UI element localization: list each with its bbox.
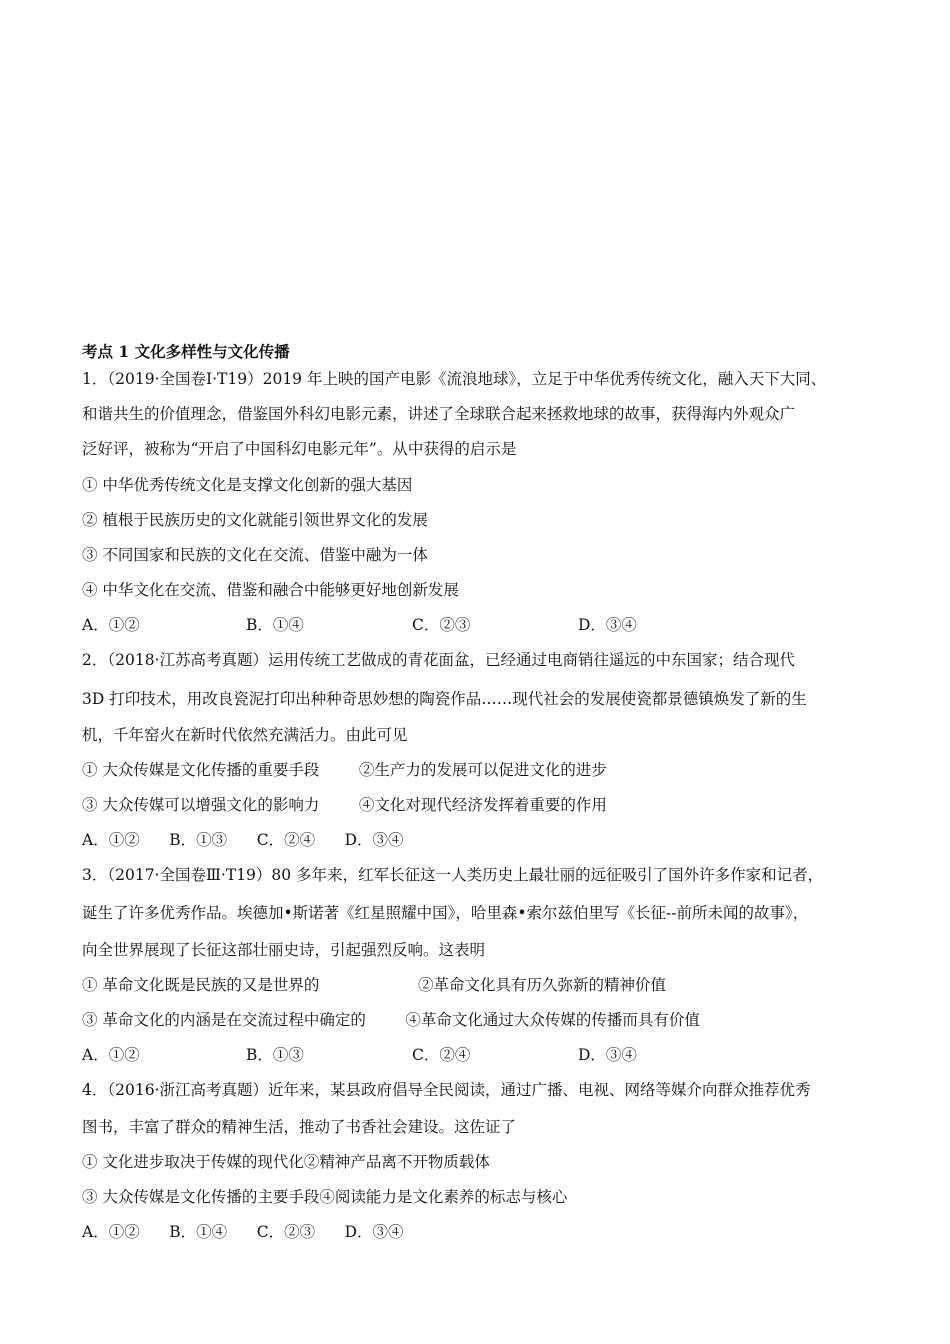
q3-stem-line-1: 3．（2017·全国卷Ⅲ·T19）80 多年来，红军长征这一人类历史上最壮丽的远征吸引了国外许多作家和记者， [82, 866, 824, 884]
q3-option-b: B．①③ [246, 1046, 304, 1064]
q3-option-a: A．①② [82, 1046, 140, 1064]
q1-statement-3: ③ 不同国家和民族的文化在交流、借鉴中融为一体 [82, 546, 428, 564]
q3-statement-2: ③ 革命文化的内涵是在交流过程中确定的 ④革命文化通过大众传媒的传播而具有价值 [82, 1011, 700, 1029]
q4-options: A．①② B．①④ C．②③ D．③④ [82, 1223, 404, 1241]
q2-statement-2: ③ 大众传媒可以增强文化的影响力 ④文化对现代经济发挥着重要的作用 [82, 796, 607, 814]
q1-option-d: D．③④ [578, 616, 637, 634]
q2-stem-line-2: 3D 打印技术，用改良瓷泥打印出种种奇思妙想的陶瓷作品……现代社会的发展使瓷都景德镇焕发了新的生 [82, 690, 807, 708]
q1-statement-2: ② 植根于民族历史的文化就能引领世界文化的发展 [82, 511, 428, 529]
q4-stem-line-2: 图书，丰富了群众的精神生活，推动了书香社会建设。这佐证了 [82, 1118, 517, 1136]
q2-stem-line-3: 机，千年窑火在新时代依然充满活力。由此可见 [82, 726, 408, 744]
q1-stem-line-3: 泛好评，被称为“开启了中国科幻电影元年”。从中获得的启示是 [82, 440, 517, 458]
q2-stem-line-1: 2．（2018·江苏高考真题）运用传统工艺做成的青花面盆，已经通过电商销往遥远的中东国家；结合现代 [82, 651, 795, 669]
q1-statement-1: ① 中华优秀传统文化是支撑文化创新的强大基因 [82, 476, 413, 494]
q1-stem-line-1: 1．（2019·全国卷Ⅰ·T19）2019 年上映的国产电影《流浪地球》，立足于中华优秀传统文化，融入天下大同、 [82, 370, 827, 388]
q1-option-a: A．①② [82, 616, 140, 634]
section-heading: 考点 1 文化多样性与文化传播 [82, 342, 290, 361]
q4-statement-1: ① 文化进步取决于传媒的现代化②精神产品离不开物质载体 [82, 1153, 490, 1171]
q3-statement-1: ① 革命文化既是民族的又是世界的 ②革命文化具有历久弥新的精神价值 [82, 976, 666, 994]
q1-stem-line-2: 和谐共生的价值理念，借鉴国外科幻电影元素，讲述了全球联合起来拯救地球的故事，获得海内外观众广 [82, 405, 796, 423]
q4-statement-2: ③ 大众传媒是文化传播的主要手段④阅读能力是文化素养的标志与核心 [82, 1188, 568, 1206]
q1-option-c: C．②③ [412, 616, 471, 634]
q3-option-c: C．②④ [412, 1046, 471, 1064]
q2-statement-1: ① 大众传媒是文化传播的重要手段 ②生产力的发展可以促进文化的进步 [82, 761, 607, 779]
q3-stem-line-3: 向全世界展现了长征这部壮丽史诗，引起强烈反响。这表明 [82, 941, 486, 959]
q2-options: A．①② B．①③ C．②④ D．③④ [82, 831, 404, 849]
q3-option-d: D．③④ [578, 1046, 637, 1064]
q1-statement-4: ④ 中华文化在交流、借鉴和融合中能够更好地创新发展 [82, 581, 459, 599]
q1-option-b: B．①④ [246, 616, 304, 634]
q3-stem-line-2: 诞生了许多优秀作品。埃德加•斯诺著《红星照耀中国》，哈里森•索尔兹伯里写《长征--前所未闻的故事》， [82, 904, 809, 922]
q4-stem-line-1: 4．（2016·浙江高考真题）近年来，某县政府倡导全民阅读，通过广播、电视、网络等媒介向群众推荐优秀 [82, 1081, 811, 1099]
